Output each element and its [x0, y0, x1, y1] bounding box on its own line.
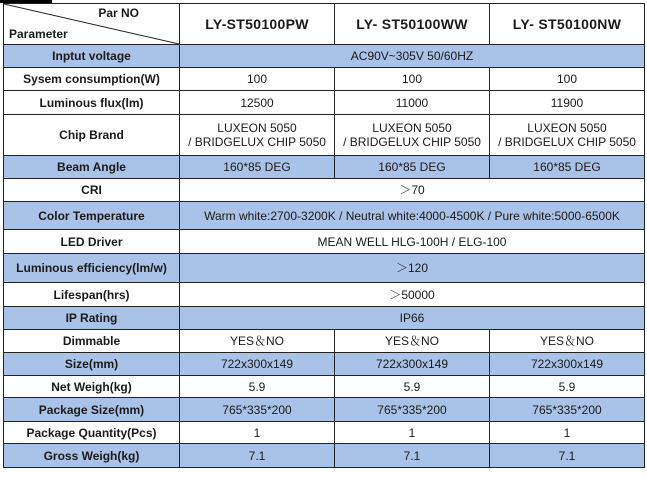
value-cell: YES＆NO [490, 330, 645, 353]
table-row [4, 45, 645, 68]
table-row [4, 283, 645, 307]
param-label: Inptut voltage [4, 45, 180, 68]
value-cell: 100 [335, 68, 490, 91]
value-cell: 1 [335, 422, 490, 444]
table-row [4, 376, 645, 398]
value-cell: 100 [180, 68, 335, 91]
value-cell: 5.9 [180, 376, 335, 398]
value-cell: 160*85 DEG [490, 156, 645, 179]
value-cell: 765*335*200 [335, 398, 490, 422]
value-cell-span: ＞120 [180, 254, 645, 283]
param-label: Beam Angle [4, 156, 180, 179]
table-row [4, 444, 645, 468]
value-cell-span: Warm white:2700-3200K / Neutral white:4000-4500K / Pure white:5000-6500K [180, 202, 645, 230]
value-cell: 765*335*200 [180, 398, 335, 422]
table-row [4, 353, 645, 376]
table-row [4, 156, 645, 179]
table-row [4, 230, 645, 254]
value-cell: 160*85 DEG [180, 156, 335, 179]
spec-table [3, 3, 645, 468]
value-cell: LUXEON 5050 / BRIDGELUX CHIP 5050 [490, 115, 645, 156]
table-row [4, 254, 645, 283]
param-label: IP Rating [4, 307, 180, 330]
value-cell: 11900 [490, 91, 645, 115]
value-cell: 7.1 [335, 444, 490, 468]
value-cell: YES＆NO [335, 330, 490, 353]
value-cell: LUXEON 5050 / BRIDGELUX CHIP 5050 [180, 115, 335, 156]
value-cell: 722x300x149 [180, 353, 335, 376]
value-cell: 5.9 [490, 376, 645, 398]
param-label: CRI [4, 179, 180, 202]
value-cell: 160*85 DEG [335, 156, 490, 179]
value-cell: 722x300x149 [335, 353, 490, 376]
table-row [4, 202, 645, 230]
model-header-nw: LY- ST50100NW [490, 4, 645, 45]
param-label: Luminous flux(lm) [4, 91, 180, 115]
param-label: Lifespan(hrs) [4, 283, 180, 307]
param-label: Package Size(mm) [4, 398, 180, 422]
value-cell: 11000 [335, 91, 490, 115]
table-row [4, 68, 645, 91]
value-cell: LUXEON 5050 / BRIDGELUX CHIP 5050 [335, 115, 490, 156]
table-row [4, 398, 645, 422]
value-cell-span: ＞50000 [180, 283, 645, 307]
value-cell-span: IP66 [180, 307, 645, 330]
param-label: Gross Weigh(kg) [4, 444, 180, 468]
value-cell: 100 [490, 68, 645, 91]
param-label: Net Weigh(kg) [4, 376, 180, 398]
value-cell: 5.9 [335, 376, 490, 398]
corner-header-cell [4, 4, 180, 45]
table-row [4, 115, 645, 156]
value-cell-span: MEAN WELL HLG-100H / ELG-100 [180, 230, 645, 254]
value-cell-span: AC90V~305V 50/60HZ [180, 45, 645, 68]
spec-body [4, 45, 645, 468]
value-cell: 722x300x149 [490, 353, 645, 376]
table-row [4, 307, 645, 330]
value-cell: 7.1 [180, 444, 335, 468]
table-row [4, 91, 645, 115]
value-cell: YES＆NO [180, 330, 335, 353]
param-label: Chip Brand [4, 115, 180, 156]
param-label: Color Temperature [4, 202, 180, 230]
header-row [4, 4, 645, 45]
param-label: Dimmable [4, 330, 180, 353]
value-cell: 1 [180, 422, 335, 444]
corner-bottom-label: Parameter [9, 27, 68, 41]
param-label: Size(mm) [4, 353, 180, 376]
value-cell-span: ＞70 [180, 179, 645, 202]
param-label: Luminous efficiency(lm/w) [4, 254, 180, 283]
param-label: LED Driver [4, 230, 180, 254]
value-cell: 7.1 [490, 444, 645, 468]
value-cell: 765*335*200 [490, 398, 645, 422]
model-header-pw: LY-ST50100PW [180, 4, 335, 45]
value-cell: 1 [490, 422, 645, 444]
param-label: Sysem consumption(W) [4, 68, 180, 91]
corner-top-label: Par NO [98, 6, 139, 20]
table-row [4, 179, 645, 202]
table-row [4, 330, 645, 353]
value-cell: 12500 [180, 91, 335, 115]
table-row [4, 422, 645, 444]
model-header-ww: LY- ST50100WW [335, 4, 490, 45]
param-label: Package Quantity(Pcs) [4, 422, 180, 444]
